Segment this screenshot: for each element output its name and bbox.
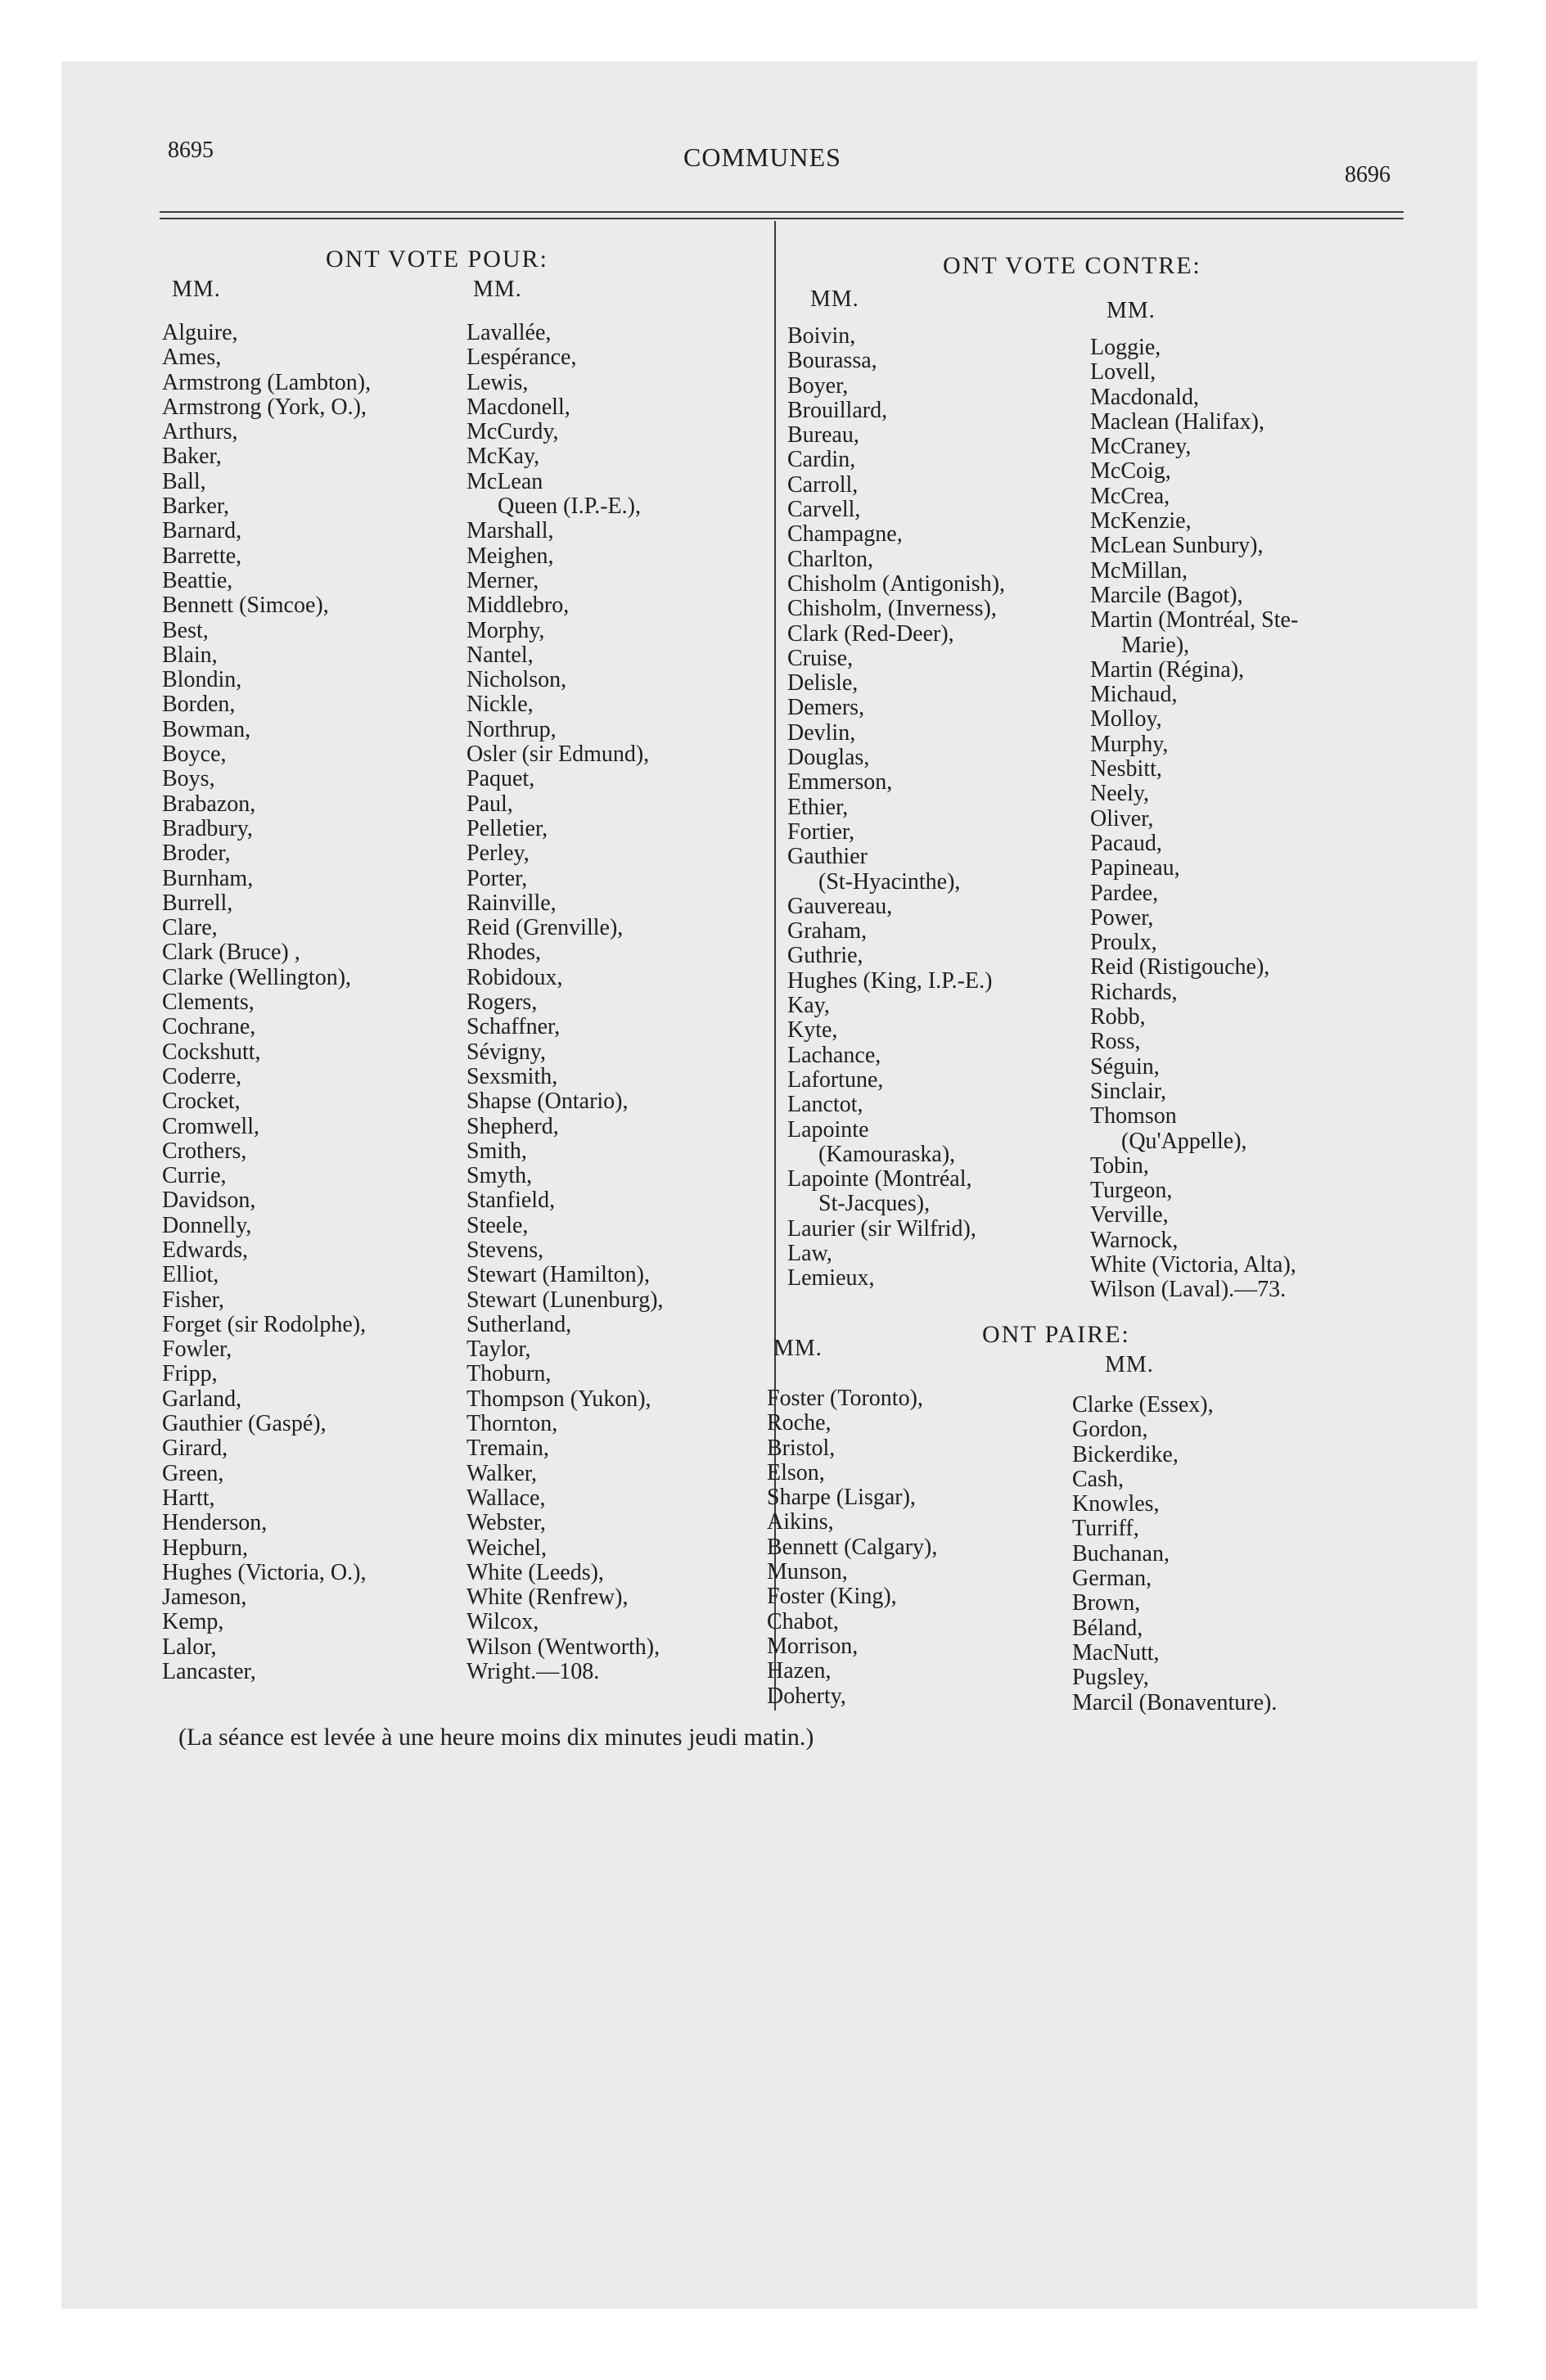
name-entry: Bennett (Simcoe), <box>162 593 329 619</box>
paire-mm-left: MM. <box>773 1336 823 1361</box>
name-entry: MacNutt, <box>1072 1639 1160 1666</box>
name-entry: Clark (Bruce) , <box>162 940 300 966</box>
name-entry: Demers, <box>787 695 865 721</box>
name-entry: Papineau, <box>1090 855 1180 881</box>
name-entry: Power, <box>1090 904 1154 931</box>
name-entry: Robb, <box>1090 1004 1146 1030</box>
name-entry: Cochrane, <box>162 1014 256 1040</box>
name-entry: Weichel, <box>467 1535 548 1561</box>
name-entry: Shapse (Ontario), <box>467 1089 629 1115</box>
name-entry: Reid (Ristigouche), <box>1090 954 1270 980</box>
name-entry: Blain, <box>162 642 218 668</box>
name-entry: Bowman, <box>162 716 251 742</box>
name-entry: Doherty, <box>767 1683 846 1709</box>
name-entry: Cardin, <box>787 447 856 473</box>
name-entry: Fisher, <box>162 1287 224 1313</box>
name-entry: Lancaster, <box>162 1659 256 1685</box>
name-entry: McMillan, <box>1090 557 1188 584</box>
name-entry: Paul, <box>467 791 513 817</box>
name-entry: Séguin, <box>1090 1053 1160 1080</box>
name-entry: Girard, <box>162 1436 228 1462</box>
name-entry: Armstrong (York, O.), <box>162 394 367 420</box>
name-entry: Taylor, <box>467 1336 531 1363</box>
name-entry: Nesbitt, <box>1090 756 1162 782</box>
name-entry: Hughes (Victoria, O.), <box>162 1559 367 1585</box>
pour-list-right <box>467 321 664 1684</box>
name-entry: Foster (Toronto), <box>767 1386 923 1411</box>
name-entry: Tobin, <box>1090 1152 1149 1179</box>
name-entry: Munson, <box>767 1559 848 1585</box>
name-entry: Sexsmith, <box>467 1063 558 1089</box>
contre-list-right <box>1090 336 1298 1303</box>
name-entry: St-Jacques), <box>818 1191 931 1217</box>
name-entry: Verville, <box>1090 1202 1169 1228</box>
name-entry: Forget (sir Rodolphe), <box>162 1311 367 1337</box>
name-entry: Burrell, <box>162 890 233 916</box>
name-entry: Brabazon, <box>162 791 256 817</box>
name-entry: Thoburn, <box>467 1361 552 1387</box>
name-entry: Chisholm (Antigonish), <box>787 570 1006 597</box>
name-entry: Tremain, <box>467 1436 549 1462</box>
name-entry: Boivin, <box>787 323 856 349</box>
name-entry: Martin (Régina), <box>1090 656 1245 683</box>
name-entry: Schaffner, <box>467 1014 561 1040</box>
name-entry: Thomson <box>1090 1103 1177 1129</box>
name-entry: Gauthier (Gaspé), <box>162 1411 327 1437</box>
name-entry: Wright.—108. <box>467 1659 600 1685</box>
name-entry: Cockshutt, <box>162 1039 261 1065</box>
name-entry: Lemieux, <box>787 1265 875 1291</box>
name-entry: Kyte, <box>787 1017 838 1044</box>
name-entry: Lafortune, <box>787 1066 884 1093</box>
name-entry: Michaud, <box>1090 682 1178 708</box>
name-entry: Carroll, <box>787 471 859 498</box>
name-entry: Merner, <box>467 567 539 593</box>
name-entry: Thompson (Yukon), <box>467 1386 651 1412</box>
name-entry: Robidoux, <box>467 964 563 990</box>
name-entry: Sutherland, <box>467 1311 572 1337</box>
name-entry: Brouillard, <box>787 397 888 423</box>
name-entry: Proulx, <box>1090 930 1157 956</box>
name-entry: Guthrie, <box>787 943 863 969</box>
name-entry: Porter, <box>467 865 528 891</box>
name-entry: Rogers, <box>467 989 538 1016</box>
name-entry: Donnelly, <box>162 1212 252 1238</box>
name-entry: Lachance, <box>787 1042 881 1068</box>
name-entry: Marshall, <box>467 518 554 544</box>
page-number-left: 8695 <box>168 137 214 163</box>
name-entry: McLean Sunbury), <box>1090 533 1264 559</box>
name-entry: Coderre, <box>162 1063 242 1089</box>
name-entry: Green, <box>162 1460 224 1486</box>
name-entry: Smyth, <box>467 1163 533 1189</box>
pour-heading: ONT VOTE POUR: <box>326 246 548 273</box>
name-entry: Lanctot, <box>787 1092 863 1118</box>
name-entry: Boyce, <box>162 741 227 768</box>
name-entry: Sharpe (Lisgar), <box>767 1485 916 1511</box>
name-entry: Nantel, <box>467 642 534 668</box>
name-entry: Marcil (Bonaventure). <box>1072 1689 1278 1715</box>
name-entry: Oliver, <box>1090 805 1154 832</box>
pour-mm-left: MM. <box>172 277 221 302</box>
name-entry: Clarke (Essex), <box>1072 1392 1214 1418</box>
name-entry: Clark (Red-Deer), <box>787 620 954 647</box>
name-entry: Clare, <box>162 915 218 941</box>
name-entry: Neely, <box>1090 781 1150 807</box>
name-entry: Ames, <box>162 345 222 371</box>
name-entry: Kay, <box>787 993 830 1019</box>
name-entry: Baker, <box>162 444 222 470</box>
name-entry: Lavallée, <box>467 320 552 345</box>
name-entry: Barker, <box>162 494 230 520</box>
name-entry: Thornton, <box>467 1411 558 1437</box>
name-entry: Stevens, <box>467 1237 544 1263</box>
name-entry: Elson, <box>767 1459 825 1485</box>
name-entry: Armstrong (Lambton), <box>162 369 372 395</box>
name-entry: Morphy, <box>467 617 545 643</box>
name-entry: Bristol, <box>767 1435 836 1461</box>
name-entry: Alguire, <box>162 320 238 345</box>
name-entry: Hepburn, <box>162 1535 248 1561</box>
name-entry: Delisle, <box>787 670 859 696</box>
name-entry: Stewart (Hamilton), <box>467 1262 650 1288</box>
name-entry: Pacaud, <box>1090 830 1162 856</box>
name-entry: Champagne, <box>787 521 903 548</box>
name-entry: Lapointe (Montréal, <box>787 1166 972 1192</box>
name-entry: Osler (sir Edmund), <box>467 741 650 768</box>
name-entry: Macdonald, <box>1090 384 1199 410</box>
name-entry: Henderson, <box>162 1510 268 1536</box>
name-entry: Middlebro, <box>467 593 570 619</box>
name-entry: Gauvereau, <box>787 893 893 919</box>
name-entry: Boys, <box>162 766 215 792</box>
name-entry: Bennett (Calgary), <box>767 1534 938 1560</box>
name-entry: Foster (King), <box>767 1584 897 1610</box>
name-entry: Elliot, <box>162 1262 219 1288</box>
name-entry: Bickerdike, <box>1072 1441 1179 1467</box>
name-entry: Sévigny, <box>467 1039 546 1065</box>
name-entry: Turgeon, <box>1090 1178 1173 1204</box>
name-entry: (Kamouraska), <box>818 1141 956 1167</box>
name-entry: Paquet, <box>467 766 535 792</box>
name-entry: Reid (Grenville), <box>467 915 624 941</box>
name-entry: Jameson, <box>162 1584 247 1611</box>
name-entry: Hartt, <box>162 1485 215 1511</box>
name-entry: Walker, <box>467 1460 538 1486</box>
pour-list-left <box>162 321 371 1684</box>
name-entry: Lapointe <box>787 1116 869 1143</box>
name-entry: Pugsley, <box>1072 1665 1149 1691</box>
name-entry: Clements, <box>162 989 255 1016</box>
name-entry: Béland, <box>1072 1615 1143 1641</box>
name-entry: Douglas, <box>787 745 870 771</box>
name-entry: Garland, <box>162 1386 242 1412</box>
contre-list-left <box>787 324 1005 1291</box>
name-entry: Webster, <box>467 1510 546 1536</box>
name-entry: McKay, <box>467 444 540 470</box>
name-entry: Emmerson, <box>787 769 893 796</box>
name-entry: Charlton, <box>787 546 873 572</box>
name-entry: Shepherd, <box>467 1113 559 1139</box>
name-entry: Stanfield, <box>467 1188 556 1214</box>
name-entry: Aikins, <box>767 1509 834 1535</box>
name-entry: Boyer, <box>787 372 849 399</box>
name-entry: Barrette, <box>162 543 242 569</box>
name-entry: Martin (Montréal, Ste- <box>1090 607 1299 633</box>
name-entry: Rainville, <box>467 890 557 916</box>
name-entry: Marie), <box>1121 632 1190 658</box>
name-entry: Fowler, <box>162 1336 232 1363</box>
name-entry: Macdonell, <box>467 394 570 420</box>
name-entry: Turriff, <box>1072 1516 1139 1542</box>
header-rule-top <box>160 211 1404 213</box>
name-entry: Carvell, <box>787 497 861 523</box>
name-entry: McCrea, <box>1090 483 1170 509</box>
name-entry: Crothers, <box>162 1138 247 1164</box>
name-entry: Richards, <box>1090 979 1178 1005</box>
name-entry: White (Leeds), <box>467 1559 604 1585</box>
name-entry: Bradbury, <box>162 815 253 841</box>
name-entry: Fripp, <box>162 1361 218 1387</box>
name-entry: Nickle, <box>467 692 534 718</box>
closing-note: (La séance est levée à une heure moins dix minutes jeudi matin.) <box>178 1724 814 1751</box>
name-entry: Molloy, <box>1090 706 1162 732</box>
name-entry: Perley, <box>467 841 530 867</box>
name-entry: Ethier, <box>787 794 849 820</box>
name-entry: Rhodes, <box>467 940 541 966</box>
name-entry: Warnock, <box>1090 1227 1179 1253</box>
name-entry: Chisholm, (Inverness), <box>787 596 997 622</box>
name-entry: Hazen, <box>767 1658 832 1684</box>
name-entry: Davidson, <box>162 1188 256 1214</box>
name-entry: Pelletier, <box>467 815 548 841</box>
name-entry: Gauthier <box>787 844 868 870</box>
name-entry: Buchanan, <box>1072 1540 1170 1566</box>
name-entry: Meighen, <box>467 543 554 569</box>
name-entry: Northrup, <box>467 716 557 742</box>
name-entry: Queen (I.P.-E.), <box>498 494 641 520</box>
name-entry: Devlin, <box>787 719 856 746</box>
name-entry: Wilcox, <box>467 1609 539 1635</box>
name-entry: Burnham, <box>162 865 254 891</box>
paire-list-right <box>1072 1393 1277 1715</box>
name-entry: Graham, <box>787 918 868 944</box>
name-entry: Nicholson, <box>467 667 567 693</box>
name-entry: Pardee, <box>1090 880 1159 906</box>
paire-list-left <box>767 1386 937 1709</box>
name-entry: (Qu'Appelle), <box>1121 1128 1247 1154</box>
name-entry: Knowles, <box>1072 1491 1160 1517</box>
name-entry: Crocket, <box>162 1089 241 1115</box>
name-entry: McCurdy, <box>467 419 559 445</box>
name-entry: Lewis, <box>467 369 529 395</box>
name-entry: Brown, <box>1072 1590 1141 1616</box>
name-entry: (St-Hyacinthe), <box>818 868 961 895</box>
name-entry: Ross, <box>1090 1029 1141 1055</box>
name-entry: German, <box>1072 1566 1152 1592</box>
name-entry: White (Renfrew), <box>467 1584 629 1611</box>
name-entry: Wilson (Wentworth), <box>467 1634 660 1660</box>
contre-mm-left: MM. <box>810 286 859 312</box>
name-entry: Fortier, <box>787 818 855 845</box>
name-entry: Chabot, <box>767 1608 839 1634</box>
name-entry: Kemp, <box>162 1609 224 1635</box>
page-number-right: 8696 <box>1345 162 1390 187</box>
name-entry: Barnard, <box>162 518 242 544</box>
name-entry: Steele, <box>467 1212 529 1238</box>
name-entry: Edwards, <box>162 1237 248 1263</box>
name-entry: McKenzie, <box>1090 508 1192 534</box>
name-entry: Maclean (Halifax), <box>1090 408 1264 435</box>
name-entry: Gordon, <box>1072 1417 1148 1443</box>
name-entry: Morrison, <box>767 1633 859 1659</box>
page-title: COMMUNES <box>683 142 841 172</box>
name-entry: Sinclair, <box>1090 1078 1166 1104</box>
name-entry: Ball, <box>162 468 206 494</box>
name-entry: Bourassa, <box>787 348 877 374</box>
name-entry: Cash, <box>1072 1466 1124 1492</box>
name-entry: Lovell, <box>1090 359 1156 385</box>
name-entry: McCraney, <box>1090 434 1192 460</box>
name-entry: Broder, <box>162 841 231 867</box>
name-entry: McCoig, <box>1090 458 1171 485</box>
name-entry: Stewart (Lunenburg), <box>467 1287 664 1313</box>
name-entry: Cromwell, <box>162 1113 259 1139</box>
header-rule-bottom <box>160 218 1404 219</box>
name-entry: Wallace, <box>467 1485 546 1511</box>
paire-heading: ONT PAIRE: <box>982 1321 1130 1348</box>
name-entry: Lalor, <box>162 1634 217 1660</box>
name-entry: McLean <box>467 468 543 494</box>
name-entry: Blondin, <box>162 667 242 693</box>
name-entry: Cruise, <box>787 645 854 671</box>
name-entry: Marcile (Bagot), <box>1090 582 1243 608</box>
name-entry: Law, <box>787 1240 832 1266</box>
name-entry: Loggie, <box>1090 335 1161 360</box>
name-entry: Roche, <box>767 1410 832 1436</box>
name-entry: Bureau, <box>787 422 859 449</box>
name-entry: Lespérance, <box>467 345 577 371</box>
name-entry: Smith, <box>467 1138 527 1164</box>
name-entry: Best, <box>162 617 209 643</box>
name-entry: Murphy, <box>1090 731 1169 757</box>
name-entry: Hughes (King, I.P.-E.) <box>787 967 993 994</box>
name-entry: Arthurs, <box>162 419 238 445</box>
name-entry: White (Victoria, Alta), <box>1090 1251 1296 1278</box>
name-entry: Currie, <box>162 1163 227 1189</box>
paire-mm-right: MM. <box>1105 1352 1154 1377</box>
name-entry: Laurier (sir Wilfrid), <box>787 1215 976 1242</box>
name-entry: Wilson (Laval).—73. <box>1090 1277 1287 1303</box>
name-entry: Borden, <box>162 692 236 718</box>
pour-mm-right: MM. <box>473 277 522 302</box>
name-entry: Clarke (Wellington), <box>162 964 352 990</box>
contre-mm-right: MM. <box>1107 298 1156 323</box>
contre-heading: ONT VOTE CONTRE: <box>943 252 1201 279</box>
name-entry: Beattie, <box>162 567 233 593</box>
